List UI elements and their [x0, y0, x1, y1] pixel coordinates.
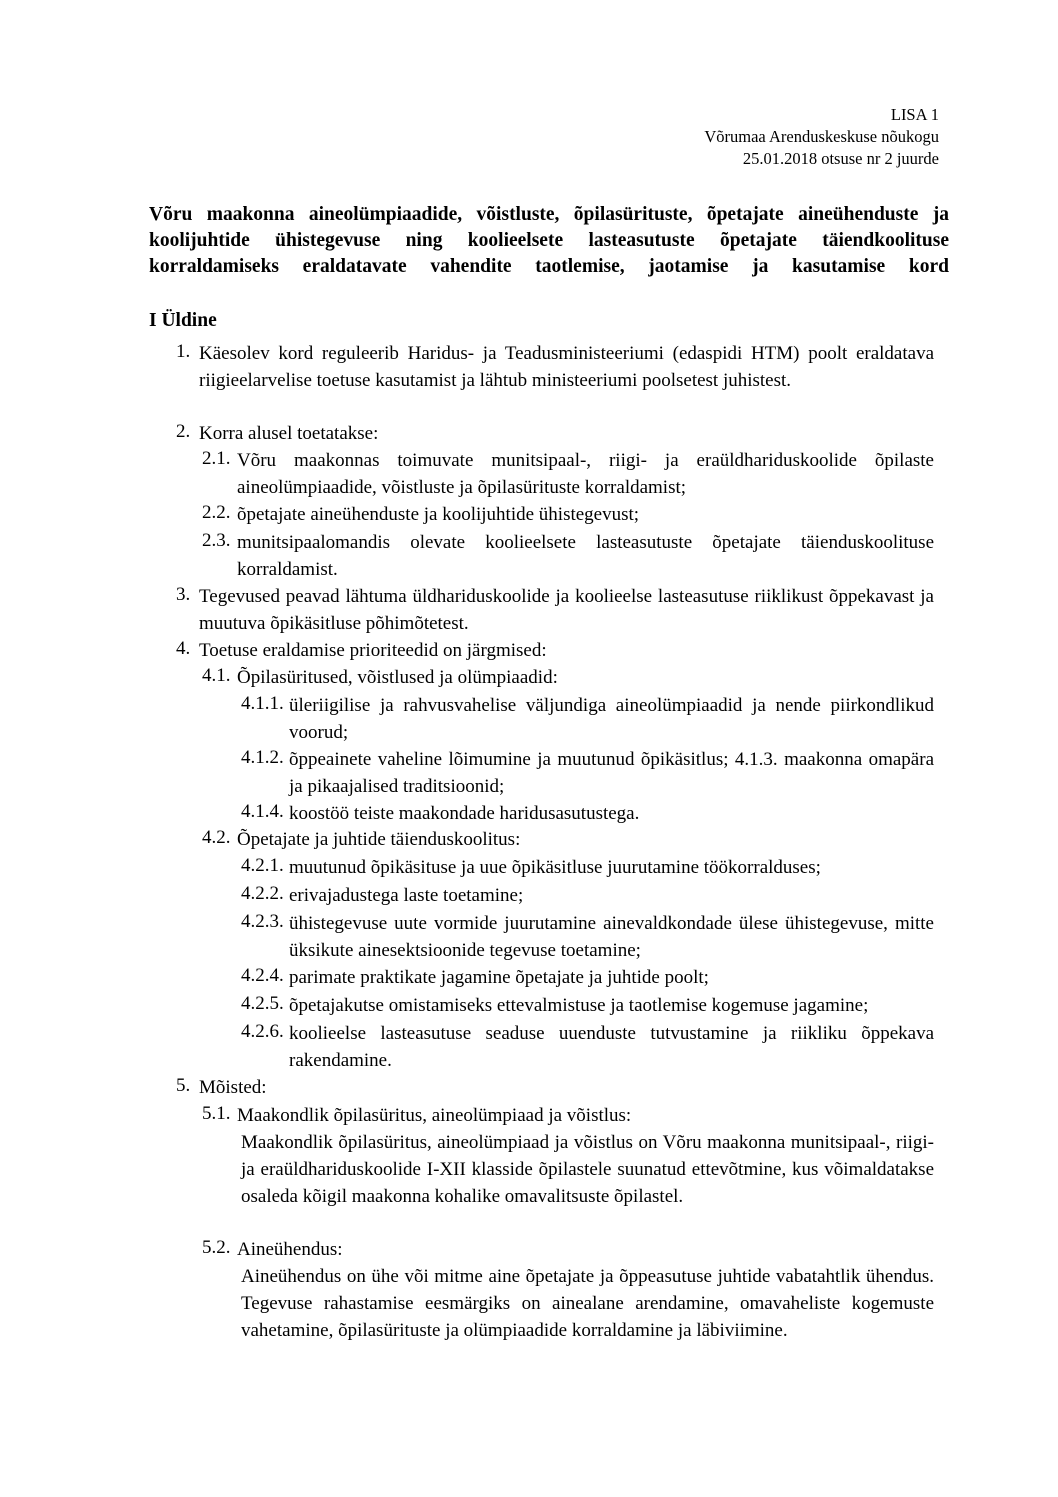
list-item-text: ühistegevuse uute vormide juurutamine ainevaldkondade ülese ühistegevuse, mitte üksikute ainesektsioonide tegevuse toetamine;	[289, 913, 934, 961]
list-item-text: Aineühendus on ühe või mitme aine õpetajate ja õppeasutuse juhtide vabatahtlik ühendus. Tegevuse rahastamise eesmärgiks on ainealane arendamine, omavaheliste kogemuste vahetamine, õpilasürituste ja olümpiaadide korraldamine ja läbiviimine.	[241, 1266, 934, 1341]
list-item-number: 4.	[176, 638, 191, 659]
list-item-text: õpetajakutse omistamiseks ettevalmistuse ja taotlemise kogemuse jagamine;	[289, 995, 869, 1016]
list-item-text: Aineühendus:	[237, 1239, 343, 1260]
list-item-number: 4.1.2.	[241, 747, 284, 768]
list-item-number: 2.1.	[202, 448, 231, 469]
list-item-number: 5.1.	[202, 1103, 231, 1124]
list-item-text: koolieelse lasteasutuse seaduse uuenduste tutvustamine ja riikliku õppekava rakendamine.	[289, 1023, 934, 1071]
list-item-text: õpetajate aineühenduste ja koolijuhtide ühistegevust;	[237, 504, 640, 525]
list-item-number: 2.2.	[202, 502, 231, 523]
list-item-text: Toetuse eraldamise prioriteedid on järgmised:	[199, 640, 547, 661]
list-item-number: 1.	[176, 341, 191, 362]
list-item-text: erivajadustega laste toetamine;	[289, 885, 524, 906]
document-title	[149, 202, 949, 280]
list-item-number: 4.2.3.	[241, 911, 284, 932]
council-label: Võrumaa Arenduskeskuse nõukogu	[704, 127, 939, 146]
list-item-number: 4.2.	[202, 827, 231, 848]
list-item-number: 4.2.6.	[241, 1021, 284, 1042]
header-block	[704, 104, 939, 170]
list-item-number: 2.3.	[202, 530, 231, 551]
list-item-text: õppeainete vaheline lõimumine ja muutunud õpikäsitlus; 4.1.3. maakonna omapära ja pikaajalised traditsioonid;	[289, 749, 934, 797]
list-item-text: Võru maakonnas toimuvate munitsipaal-, riigi- ja eraüldhariduskoolide õpilaste aineolümpiaadide, võistluste ja õpilasürituste korraldamist;	[237, 450, 934, 498]
list-item-text: Õpilasüritused, võistlused ja olümpiaadid:	[237, 667, 558, 688]
list-item-text: Maakondlik õpilasüritus, aineolümpiaad ja võistlus:	[237, 1105, 632, 1126]
list-item-number: 2.	[176, 421, 191, 442]
list-item-number: 4.2.4.	[241, 965, 284, 986]
list-item-text: munitsipaalomandis olevate koolieelsete lasteasutuste õpetajate täienduskoolituse korraldamist.	[237, 532, 934, 580]
list-item-text: koostöö teiste maakondade haridusasutustega.	[289, 803, 640, 824]
list-item-number: 4.1.	[202, 665, 231, 686]
list-item-number: 3.	[176, 584, 191, 605]
list-item-text: parimate praktikate jagamine õpetajate ja juhtide poolt;	[289, 967, 709, 988]
decision-label: 25.01.2018 otsuse nr 2 juurde	[742, 149, 939, 168]
list-item-text: Õpetajate ja juhtide täienduskoolitus:	[237, 829, 521, 850]
list-item-text: Maakondlik õpilasüritus, aineolümpiaad ja võistlus on Võru maakonna munitsipaal-, riigi- ja eraüldhariduskoolide I-XII klasside õpilastele suunatud ettevõtmine, kus võimaldatakse osaleda kõigil maakonna kohalike omavalitsuste õpilastel.	[241, 1132, 934, 1207]
section-heading: I Üldine	[149, 310, 217, 331]
list-item-text: üleriigilise ja rahvusvahelise väljundiga aineolümpiaadid ja nende piirkondlikud voorud;	[289, 695, 934, 743]
list-item-number: 4.1.4.	[241, 801, 284, 822]
list-item-text: Käesolev kord reguleerib Haridus- ja Teadusministeeriumi (edaspidi HTM) poolt eraldatava riigieelarvelise toetuse kasutamist ja lähtub ministeeriumi poolsetest juhistest.	[199, 343, 934, 391]
list-item-number: 4.2.1.	[241, 855, 284, 876]
list-item-text: muutunud õpikäsituse ja uue õpikäsitluse juurutamine töökorralduses;	[289, 857, 821, 878]
list-item-number: 5.	[176, 1075, 191, 1096]
list-item-number: 4.2.2.	[241, 883, 284, 904]
document-title-text: Võru maakonna aineolümpiaadide, võistluste, õpilasürituste, õpetajate aineühenduste ja koolijuhtide ühistegevuse ning koolieelsete lasteasutuste õpetajate täiendkoolituse korraldamiseks eraldatavate vahendite taotlemise, jaotamise ja kasutamise kord	[149, 204, 949, 277]
annex-label: LISA 1	[890, 105, 939, 124]
list-item-number: 4.1.1.	[241, 693, 284, 714]
list-item-number: 4.2.5.	[241, 993, 284, 1014]
list-item-text: Korra alusel toetatakse:	[199, 423, 379, 444]
list-item-number: 5.2.	[202, 1237, 231, 1258]
list-item-text: Tegevused peavad lähtuma üldhariduskoolide ja koolieelse lasteasutuse riiklikust õppekavast ja muutuva õpikäsitluse põhimõtetest.	[199, 586, 934, 634]
list-item-text: Mõisted:	[199, 1077, 267, 1098]
